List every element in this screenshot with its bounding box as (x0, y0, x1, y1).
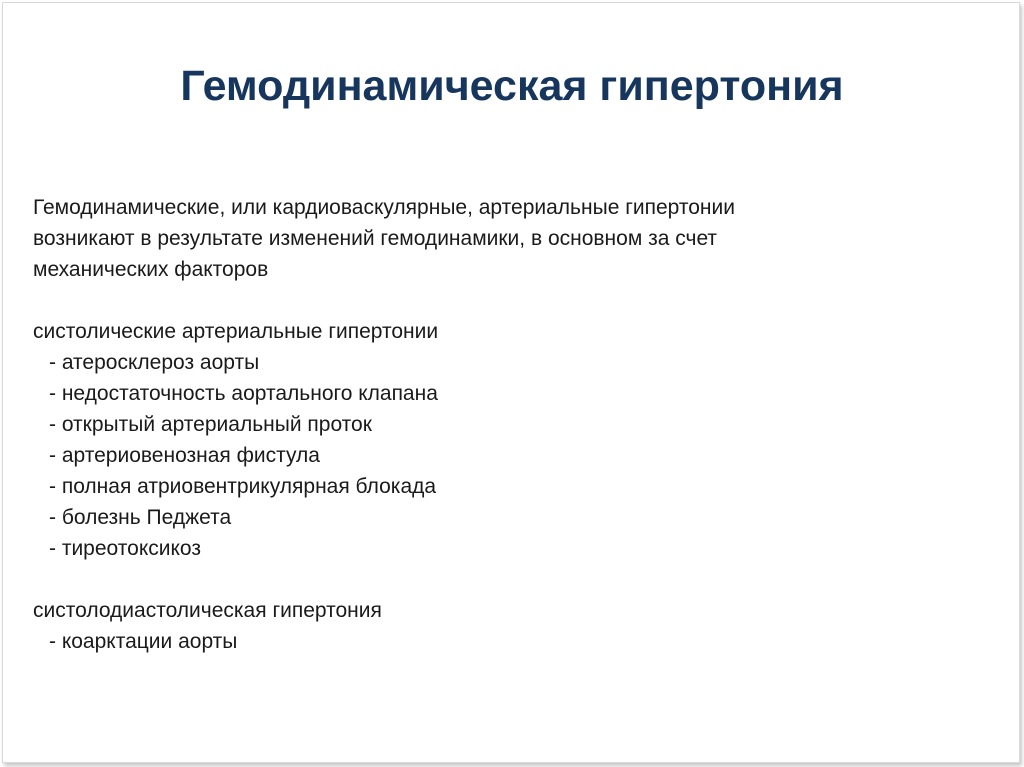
slide-body (33, 192, 933, 657)
list-item: - тиреотоксикоз (49, 537, 201, 560)
list-item: - недостаточность аортального клапана (49, 382, 438, 405)
list-item: - артериовенозная фистула (49, 444, 320, 467)
list-item: - атеросклероз аорты (49, 351, 260, 374)
spacer (33, 285, 933, 316)
systolic-heading: систолические артериальные гипертонии (33, 320, 439, 343)
intro-line-1: Гемодинамические, или кардиоваскулярные, артериальные гипертонии (33, 196, 735, 219)
list-item: - полная атриовентрикулярная блокада (49, 475, 437, 498)
list-item: - болезнь Педжета (49, 506, 232, 529)
spacer (33, 564, 933, 595)
list-item: - открытый артериальный проток (49, 413, 372, 436)
systolodiastolic-heading: систолодиастолическая гипертония (33, 599, 382, 622)
list-item: - коарктации аорты (49, 630, 238, 653)
intro-line-3: механических факторов (33, 258, 269, 281)
slide-title: Гемодинамическая гипертония (180, 62, 844, 110)
intro-line-2: возникают в результате изменений гемодинамики, в основном за счет (33, 227, 718, 250)
